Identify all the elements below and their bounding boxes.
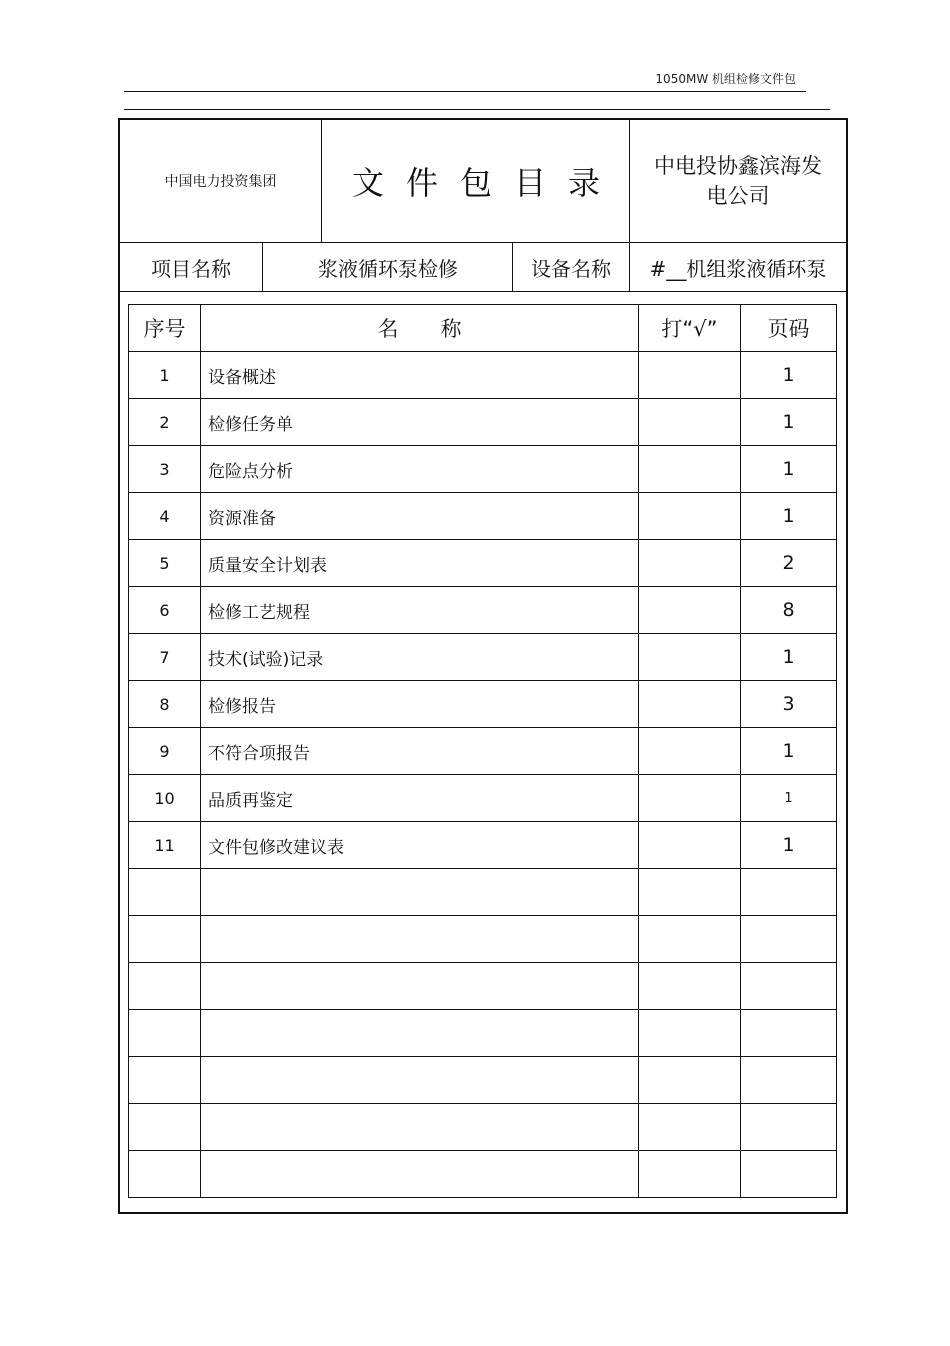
row-check-cell[interactable] [639, 681, 741, 728]
row-page [741, 869, 837, 916]
table-row [129, 493, 837, 540]
row-name: 危险点分析 [201, 446, 639, 493]
row-page: 1 [741, 493, 837, 540]
row-check-cell[interactable] [639, 963, 741, 1010]
table-row [129, 540, 837, 587]
row-name: 技术(试验)记录 [201, 634, 639, 681]
row-page [741, 916, 837, 963]
row-name [201, 916, 639, 963]
row-seq [129, 1151, 201, 1198]
column-header-name: 名 称 [201, 305, 639, 352]
table-row [129, 681, 837, 728]
row-page [741, 1151, 837, 1198]
column-header-seq: 序号 [129, 305, 201, 352]
project-label: 项目名称 [151, 256, 231, 281]
row-seq: 2 [129, 399, 201, 446]
row-page: 1 [741, 446, 837, 493]
row-page: 1 [741, 352, 837, 399]
row-seq: 10 [129, 775, 201, 822]
row-seq: 9 [129, 728, 201, 775]
row-page: 1 [741, 822, 837, 869]
row-seq [129, 1104, 201, 1151]
table-row [129, 1057, 837, 1104]
row-page [741, 1010, 837, 1057]
row-seq [129, 963, 201, 1010]
row-check-cell[interactable] [639, 634, 741, 681]
table-row [129, 963, 837, 1010]
row-page [741, 963, 837, 1010]
divider [120, 291, 846, 292]
row-seq: 1 [129, 352, 201, 399]
row-seq: 11 [129, 822, 201, 869]
row-seq [129, 1057, 201, 1104]
organization-name: 中国电力投资集团 [164, 174, 277, 190]
row-seq: 7 [129, 634, 201, 681]
table-row [129, 446, 837, 493]
row-check-cell[interactable] [639, 1151, 741, 1198]
row-seq: 8 [129, 681, 201, 728]
row-name [201, 963, 639, 1010]
row-check-cell[interactable] [639, 869, 741, 916]
row-check-cell[interactable] [639, 352, 741, 399]
table-row [129, 352, 837, 399]
table-row [129, 1151, 837, 1198]
header-rule-long [124, 109, 830, 110]
row-seq [129, 1010, 201, 1057]
row-seq [129, 869, 201, 916]
table-row [129, 634, 837, 681]
table-body [129, 352, 837, 1198]
row-check-cell[interactable] [639, 1010, 741, 1057]
equipment-label: 设备名称 [531, 256, 611, 281]
row-seq: 3 [129, 446, 201, 493]
row-check-cell[interactable] [639, 822, 741, 869]
table-row [129, 1104, 837, 1151]
equipment-value: #__机组浆液循环泵 [649, 256, 827, 281]
row-check-cell[interactable] [639, 728, 741, 775]
row-page [741, 1057, 837, 1104]
row-name [201, 1057, 639, 1104]
table-row [129, 869, 837, 916]
row-check-cell[interactable] [639, 493, 741, 540]
row-name: 质量安全计划表 [201, 540, 639, 587]
table-row [129, 1010, 837, 1057]
row-seq: 4 [129, 493, 201, 540]
row-name: 检修工艺规程 [201, 587, 639, 634]
column-header-check: 打“√” [639, 305, 741, 352]
row-page: 8 [741, 587, 837, 634]
row-name: 检修报告 [201, 681, 639, 728]
company-line-1: 中电投协鑫滨海发 [654, 154, 822, 178]
row-name [201, 1151, 639, 1198]
row-name [201, 869, 639, 916]
row-page: 2 [741, 540, 837, 587]
row-page: 1 [741, 399, 837, 446]
contents-table [128, 304, 837, 1198]
company-name [630, 120, 846, 242]
table-row [129, 916, 837, 963]
row-seq: 6 [129, 587, 201, 634]
row-name: 品质再鉴定 [201, 775, 639, 822]
column-header-page: 页码 [741, 305, 837, 352]
row-name: 不符合项报告 [201, 728, 639, 775]
row-name [201, 1010, 639, 1057]
running-header: 1050MW 机组检修文件包 [655, 72, 796, 86]
table-header-row [129, 305, 837, 352]
row-check-cell[interactable] [639, 540, 741, 587]
table-row [129, 587, 837, 634]
document-frame [118, 118, 848, 1214]
table-row [129, 728, 837, 775]
row-check-cell[interactable] [639, 1104, 741, 1151]
row-check-cell[interactable] [639, 399, 741, 446]
row-page: 1 [741, 634, 837, 681]
row-seq: 5 [129, 540, 201, 587]
row-name: 文件包修改建议表 [201, 822, 639, 869]
document-title: 文件包目录 [351, 164, 622, 202]
row-name: 设备概述 [201, 352, 639, 399]
row-page: 3 [741, 681, 837, 728]
table-row [129, 399, 837, 446]
row-page: 1 [741, 775, 837, 822]
row-page [741, 1104, 837, 1151]
row-seq [129, 916, 201, 963]
row-name: 资源准备 [201, 493, 639, 540]
row-check-cell[interactable] [639, 587, 741, 634]
table-row [129, 775, 837, 822]
project-value: 浆液循环泵检修 [318, 256, 458, 281]
row-check-cell[interactable] [639, 775, 741, 822]
row-name: 检修任务单 [201, 399, 639, 446]
company-line-2: 电公司 [706, 184, 770, 208]
row-check-cell[interactable] [639, 446, 741, 493]
header-rule-short [124, 91, 806, 92]
row-check-cell[interactable] [639, 1057, 741, 1104]
row-check-cell[interactable] [639, 916, 741, 963]
table-row [129, 822, 837, 869]
row-name [201, 1104, 639, 1151]
row-page: 1 [741, 728, 837, 775]
